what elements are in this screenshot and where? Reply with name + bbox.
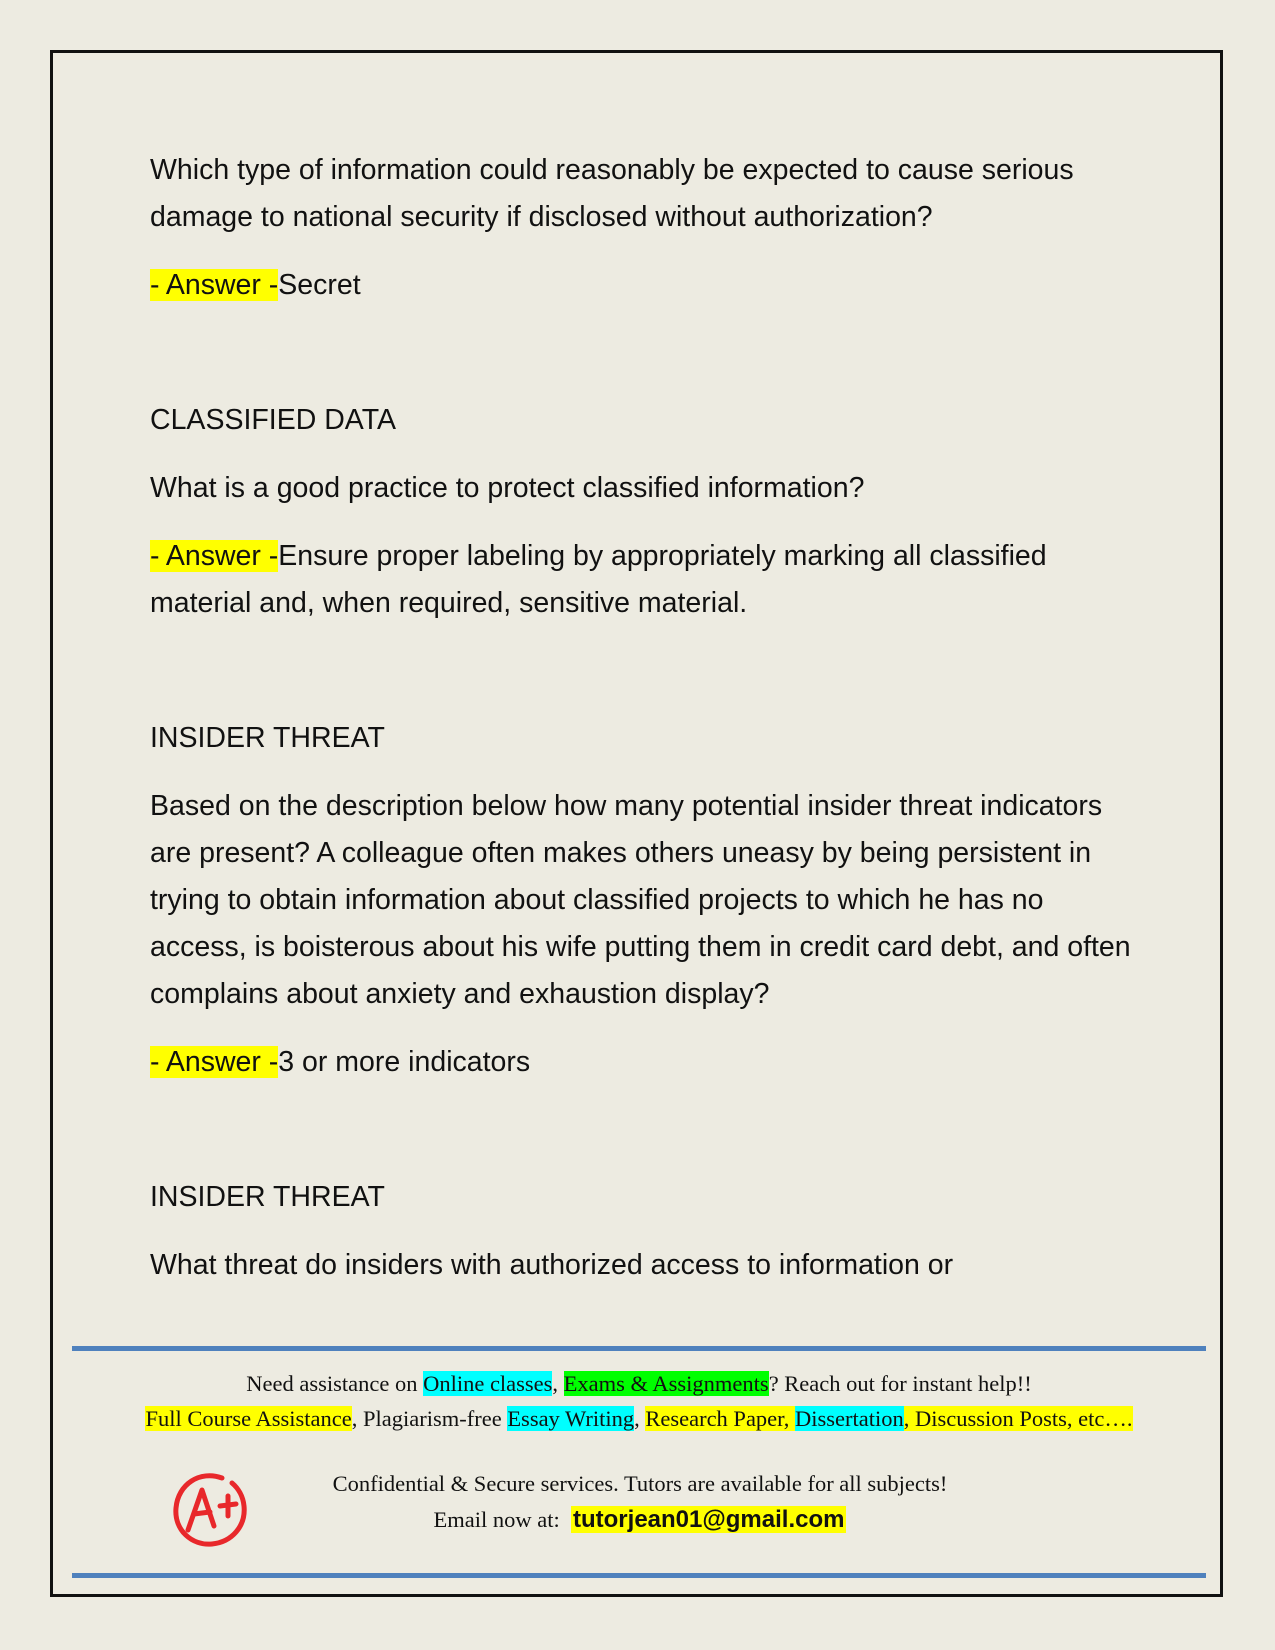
promo-text: , <box>634 1406 646 1431</box>
essay-writing-text: Essay Writing <box>507 1406 635 1431</box>
promo-text: , <box>552 1371 564 1396</box>
question-text: What is a good practice to protect classified information? <box>150 472 865 504</box>
section-heading: INSIDER THREAT <box>150 1181 385 1213</box>
discussion-posts-text: , Discussion Posts, etc…. <box>903 1406 1133 1431</box>
confidential-text: Confidential & Secure services. Tutors are available for all subjects! <box>332 1471 948 1496</box>
section-heading: INSIDER THREAT <box>150 722 385 754</box>
promo-text: , Plagiarism-free <box>351 1406 508 1431</box>
email-label: Email now at: <box>433 1507 571 1532</box>
email-line <box>240 1502 1040 1538</box>
email-link[interactable]: tutorjean01@gmail.com <box>573 1506 845 1533</box>
question-text: What threat do insiders with authorized access to information or <box>150 1249 954 1281</box>
answer-line <box>150 1039 1140 1086</box>
contact-block <box>240 1466 1040 1538</box>
answer-text: Secret <box>278 269 361 301</box>
question-text: Based on the description below how many potential insider threat indicators are present? A colleague often makes others uneasy by being persistent in trying to obtain information about classified projects to which he has no access, is boisterous about his wife putting them in credit card debt, and often complains about anxiety and exhaustion display? <box>150 790 1131 1010</box>
promo-line-1 <box>72 1366 1206 1401</box>
promo-text: ? Reach out for instant help!! <box>768 1371 1032 1396</box>
dissertation-text: Dissertation <box>795 1406 904 1431</box>
section-heading: CLASSIFIED DATA <box>150 404 396 436</box>
answer-line <box>150 533 1140 627</box>
answer-text: 3 or more indicators <box>278 1046 531 1078</box>
footer-divider-top <box>72 1346 1206 1351</box>
online-classes-text: Online classes <box>423 1371 553 1396</box>
exams-text: Exams & Assignments <box>563 1371 769 1396</box>
answer-line <box>150 262 1140 309</box>
research-paper-text: Research Paper, <box>645 1406 796 1431</box>
footer-promo <box>72 1366 1206 1436</box>
question-text: Which type of information could reasonably be expected to cause serious damage to national security if disclosed without authorization? <box>150 154 1074 233</box>
promo-line-2 <box>72 1401 1206 1436</box>
full-course-text: Full Course Assistance <box>145 1406 352 1431</box>
answer-label: - Answer - <box>150 269 279 301</box>
answer-text: Ensure proper labeling by appropriately marking all classified material and, when required, sensitive material. <box>150 540 1047 619</box>
a-plus-grade-icon <box>170 1468 250 1550</box>
document-body <box>150 147 1140 1289</box>
promo-text: Need assistance on <box>246 1371 424 1396</box>
answer-label: - Answer - <box>150 1046 279 1078</box>
answer-label: - Answer - <box>150 540 279 572</box>
footer-divider-bottom <box>72 1573 1206 1578</box>
